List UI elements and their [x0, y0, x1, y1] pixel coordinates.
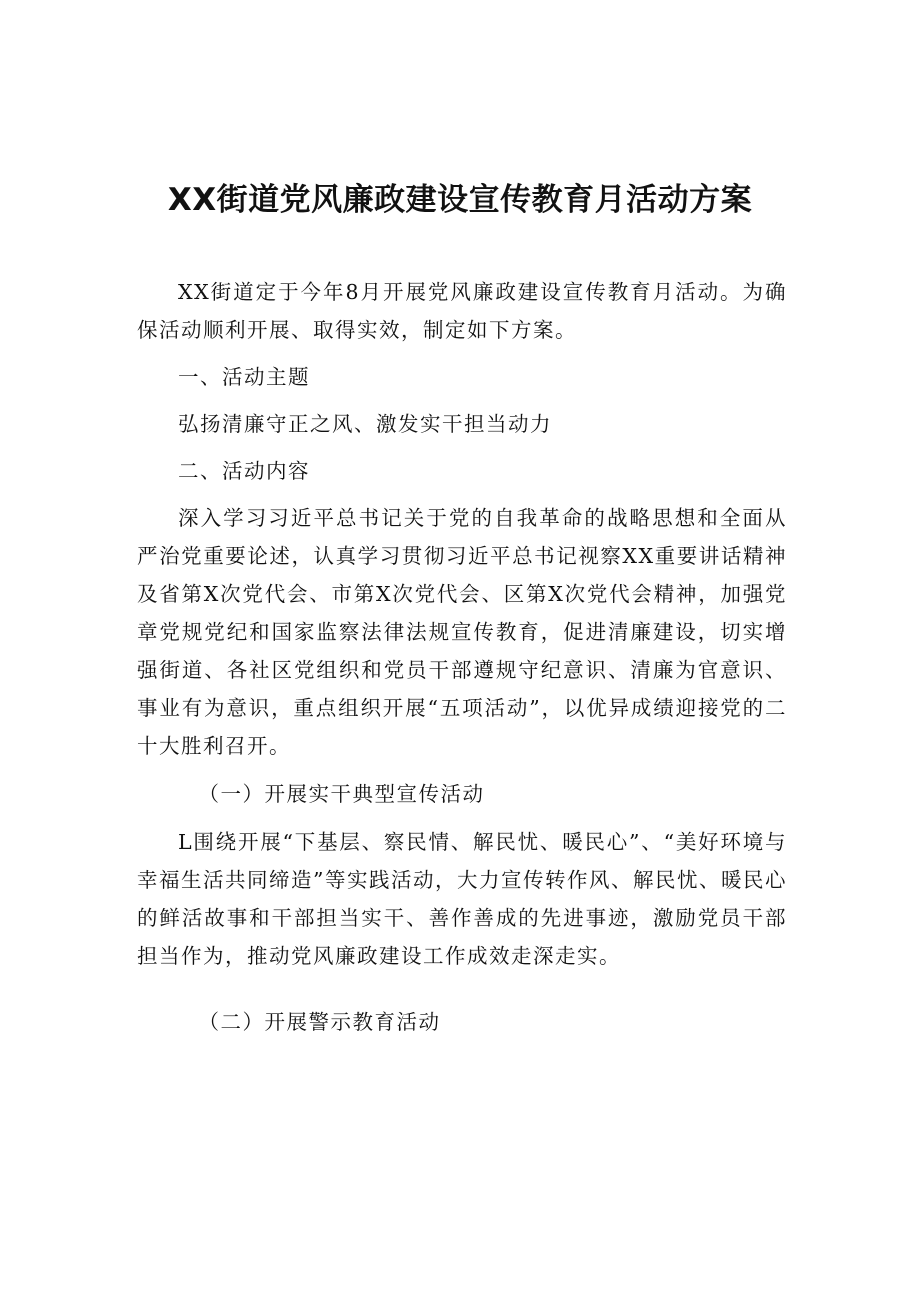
subsection-paragraph-1: L围绕开展“下基层、察民情、解民忧、暖民心”、“美好环境与幸福生活共同缔造”等实践活动，大力宣传转作风、解民忧、暖民心的鲜活故事和干部担当实干、善作善成的先进事迹，激励党员干部担当作为，推动党风廉政建设工作成效走深走实。 — [137, 830, 787, 968]
theme-text: 弘扬清廉守正之风、激发实干担当动力 — [178, 412, 552, 436]
intro-paragraph: XX街道定于今年8月开展党风廉政建设宣传教育月活动。为确保活动顺利开展、取得实效，制定如下方案。 — [137, 280, 787, 342]
subsection-heading-1: （一）开展实干典型宣传活动 — [198, 782, 485, 806]
document-body — [137, 273, 787, 1041]
document-title: XX街道党风廉政建设宣传教育月活动方案 — [167, 182, 753, 218]
section-heading-content: 二、活动内容 — [178, 459, 310, 483]
content-paragraph: 深入学习习近平总书记关于党的自我革命的战略思想和全面从严治党重要论述，认真学习贯彻习近平总书记视察XX重要讲话精神及省第X次党代会、市第X次党代会、区第X次党代会精神，加强党章党规党纪和国家监察法律法规宣传教育，促进清廉建设，切实增强街道、各社区党组织和党员干部遵规守纪意识、清廉为官意识、事业有为意识，重点组织开展“五项活动”，以优异成绩迎接党的二十大胜利召开。 — [137, 506, 787, 758]
section-heading-theme: 一、活动主题 — [178, 365, 310, 389]
subsection-heading-2: （二）开展警示教育活动 — [198, 1010, 441, 1034]
